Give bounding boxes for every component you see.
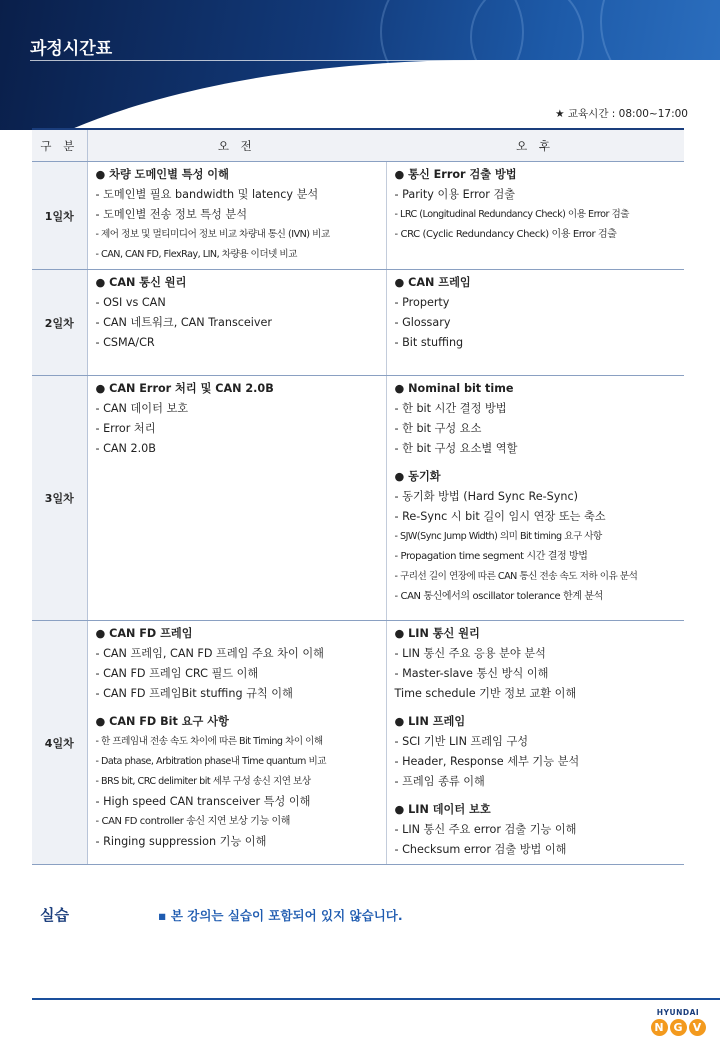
list-item: - High speed CAN transceiver 특성 이해: [95, 795, 311, 808]
day-label: 1일차: [32, 162, 87, 270]
afternoon-cell: [386, 162, 684, 270]
list-item: - Propagation time segment 시간 결정 방법: [394, 551, 588, 562]
list-item: - 프레임 종류 이해: [394, 775, 485, 788]
list-item: - BRS bit, CRC delimiter bit 세부 구성 송신 지연 보상: [95, 776, 311, 787]
day-label: 3일차: [32, 376, 87, 621]
day-label: 2일차: [32, 270, 87, 376]
list-item: - Header, Response 세부 기능 분석: [394, 755, 580, 768]
section-heading: ● LIN 데이터 보호: [394, 803, 491, 816]
hours-note: ★ 교육시간 : 08:00~17:00: [555, 108, 688, 120]
header-afternoon: 오 후: [386, 129, 684, 162]
list-item: - 도메인별 전송 정보 특성 분석: [95, 208, 248, 221]
section-heading: ● Nominal bit time: [394, 382, 514, 395]
list-item: - Data phase, Arbitration phase내 Time quantum 비교: [95, 756, 326, 767]
list-item: - SCI 기반 LIN 프레임 구성: [394, 735, 529, 748]
header-division: 구 분: [32, 129, 87, 162]
list-item: - 도메인별 필요 bandwidth 및 latency 분석: [95, 188, 319, 201]
section-heading: ● 통신 Error 검출 방법: [394, 168, 517, 181]
list-item: - 한 bit 시간 결정 방법: [394, 402, 507, 415]
morning-cell: [87, 162, 386, 270]
list-item: - 한 bit 구성 요소: [394, 422, 482, 435]
afternoon-cell: [386, 270, 684, 376]
list-item: - 한 프레임내 전송 속도 차이에 따른 Bit Timing 차이 이해: [95, 736, 323, 747]
list-item: - LRC (Longitudinal Redundancy Check) 이용 Error 검출: [394, 209, 629, 220]
section-heading: ● CAN Error 처리 및 CAN 2.0B: [95, 382, 274, 395]
table-row: [32, 162, 684, 270]
section-heading: ● CAN 프레임: [394, 276, 471, 289]
list-item: - CAN 네트워크, CAN Transceiver: [95, 316, 273, 329]
logo-letter: N: [651, 1019, 668, 1036]
list-item: - CAN 데이터 보호: [95, 402, 189, 415]
logo-letter: G: [670, 1019, 687, 1036]
list-item: - Checksum error 검출 방법 이해: [394, 843, 567, 856]
afternoon-cell: [386, 376, 684, 621]
list-item: - CAN, CAN FD, FlexRay, LIN, 차량용 이더넷 비교: [95, 249, 297, 260]
list-item: - 제어 정보 및 멀티미디어 정보 비교 차량내 통신 (IVN) 비교: [95, 229, 330, 240]
list-item: - Bit stuffing: [394, 336, 464, 349]
morning-cell: [87, 376, 386, 621]
list-item: - Parity 이용 Error 검출: [394, 188, 516, 201]
logo-brand: HYUNDAI: [656, 1008, 700, 1017]
day-label: 4일차: [32, 621, 87, 865]
list-item: - 한 bit 구성 요소별 역할: [394, 442, 518, 455]
list-item: - LIN 통신 주요 응용 분야 분석: [394, 647, 546, 660]
section-heading: ● CAN FD 프레임: [95, 627, 193, 640]
hyundai-ngv-logo: [648, 1008, 708, 1036]
morning-cell: [87, 621, 386, 865]
list-item: - CAN FD controller 송신 지연 보상 기능 이해: [95, 816, 290, 827]
practice-note: ▪ 본 강의는 실습이 포함되어 있지 않습니다.: [158, 908, 403, 923]
list-item: - CAN 프레임, CAN FD 프레임 주요 차이 이해: [95, 647, 324, 660]
section-heading: ● 동기화: [394, 470, 441, 483]
footer-divider: [32, 998, 720, 1000]
header-morning: 오 전: [87, 129, 386, 162]
table-row: [32, 270, 684, 376]
table-row: [32, 376, 684, 621]
list-item: - SJW(Sync Jump Width) 의미 Bit timing 요구 사항: [394, 531, 602, 542]
afternoon-cell: [386, 621, 684, 865]
list-item: - Re-Sync 시 bit 길이 임시 연장 또는 축소: [394, 510, 606, 523]
page-title: 과정시간표: [30, 39, 113, 59]
list-item: - LIN 통신 주요 error 검출 기능 이해: [394, 823, 577, 836]
list-item: - CAN 2.0B: [95, 442, 156, 455]
list-item: - 동기화 방법 (Hard Sync Re-Sync): [394, 490, 578, 503]
list-item: - CAN FD 프레임Bit stuffing 규칙 이해: [95, 687, 293, 700]
schedule-table: [32, 128, 684, 865]
list-item: - Ringing suppression 기능 이해: [95, 835, 267, 848]
practice-label: 실습: [40, 906, 69, 924]
list-item: - OSI vs CAN: [95, 296, 166, 309]
morning-cell: [87, 270, 386, 376]
list-item: - CAN 통신에서의 oscillator tolerance 한계 분석: [394, 591, 603, 602]
list-item: - CAN FD 프레임 CRC 필드 이해: [95, 667, 259, 680]
title-divider: [30, 60, 692, 61]
section-heading: ● LIN 프레임: [394, 715, 466, 728]
table-header-row: [32, 129, 684, 162]
list-item: - Error 처리: [95, 422, 156, 435]
list-item: - CSMA/CR: [95, 336, 155, 349]
section-heading: ● 차량 도메인별 특성 이해: [95, 168, 229, 181]
list-item: - Master-slave 통신 방식 이해: [394, 667, 549, 680]
logo-letter: V: [689, 1019, 706, 1036]
list-item: - Property: [394, 296, 450, 309]
list-item: - 구리선 길이 연장에 따른 CAN 통신 전송 속도 저하 이유 분석: [394, 571, 638, 582]
list-item: Time schedule 기반 정보 교환 이해: [394, 687, 577, 700]
section-heading: ● CAN FD Bit 요구 사항: [95, 715, 229, 728]
section-heading: ● CAN 통신 원리: [95, 276, 187, 289]
list-item: - CRC (Cyclic Redundancy Check) 이용 Error 검출: [394, 229, 617, 240]
list-item: - Glossary: [394, 316, 451, 329]
table-row: [32, 621, 684, 865]
section-heading: ● LIN 통신 원리: [394, 627, 480, 640]
